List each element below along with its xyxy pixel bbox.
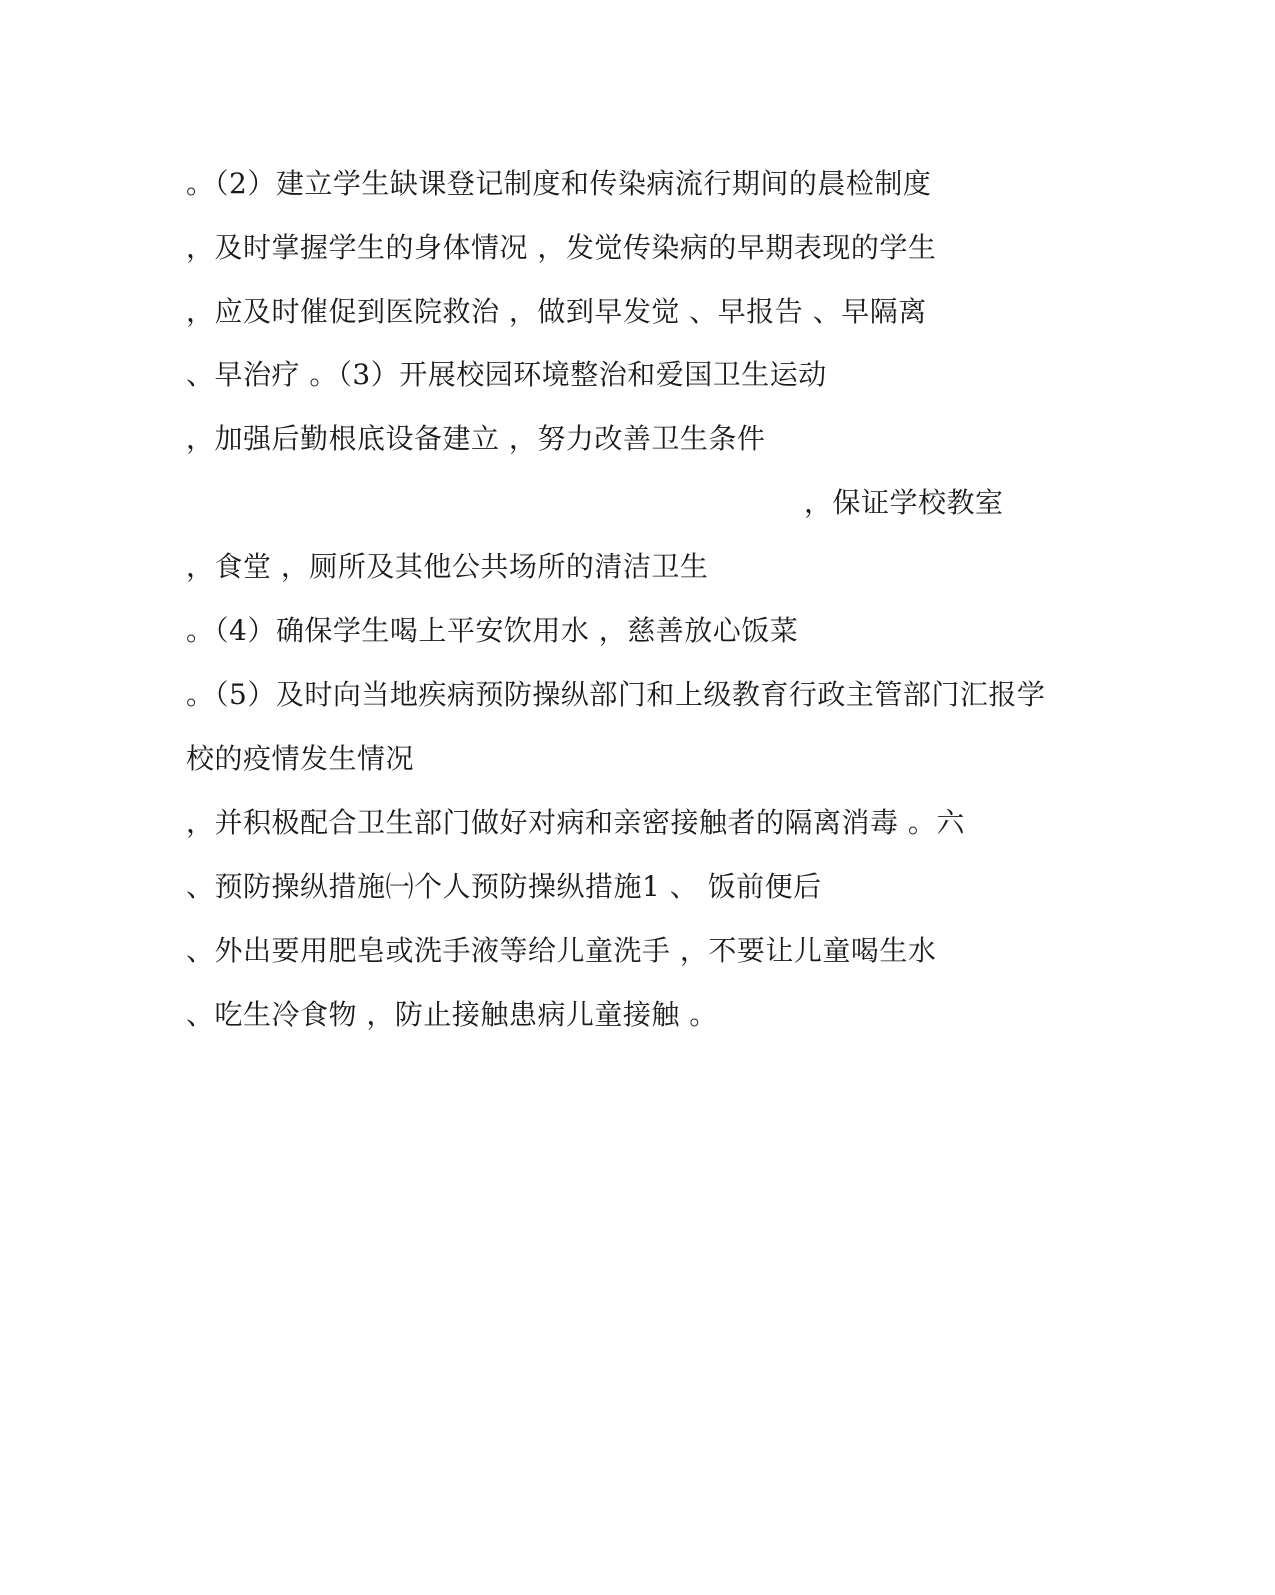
text-line-3: ，应及时催促到医院救治 ，做到早发觉 、早报告 、早隔离 bbox=[186, 295, 927, 328]
text-line-10: 校的疫情发生情况 bbox=[186, 742, 415, 775]
text-line-4: 、早治疗 。（3）开展校园环境整治和爱国卫生运动 bbox=[186, 358, 827, 391]
text-line-12: 、预防操纵措施㈠个人预防操纵措施1 、 饭前便后 bbox=[186, 870, 822, 903]
text-line-1: 。（2）建立学生缺课登记制度和传染病流行期间的晨检制度 bbox=[186, 167, 932, 200]
text-line-7: ，食堂 ，厕所及其他公共场所的清洁卫生 bbox=[186, 550, 709, 583]
text-line-6: ，保证学校教室 bbox=[804, 486, 1004, 519]
text-line-2: ，及时掌握学生的身体情况 ，发觉传染病的早期表现的学生 bbox=[186, 231, 937, 264]
text-line-11: ，并积极配合卫生部门做好对病和亲密接触者的隔离消毒 。六 bbox=[186, 806, 965, 839]
text-line-13: 、外出要用肥皂或洗手液等给儿童洗手 ，不要让儿童喝生水 bbox=[186, 934, 937, 967]
text-line-9: 。（5）及时向当地疾病预防操纵部门和上级教育行政主管部门汇报学 bbox=[186, 678, 1046, 711]
text-line-14: 、吃生冷食物 ，防止接触患病儿童接触 。 bbox=[186, 998, 718, 1031]
text-line-5: ，加强后勤根底设备建立 ，努力改善卫生条件 bbox=[186, 422, 766, 455]
text-line-8: 。（4）确保学生喝上平安饮用水 ，慈善放心饭菜 bbox=[186, 614, 799, 647]
